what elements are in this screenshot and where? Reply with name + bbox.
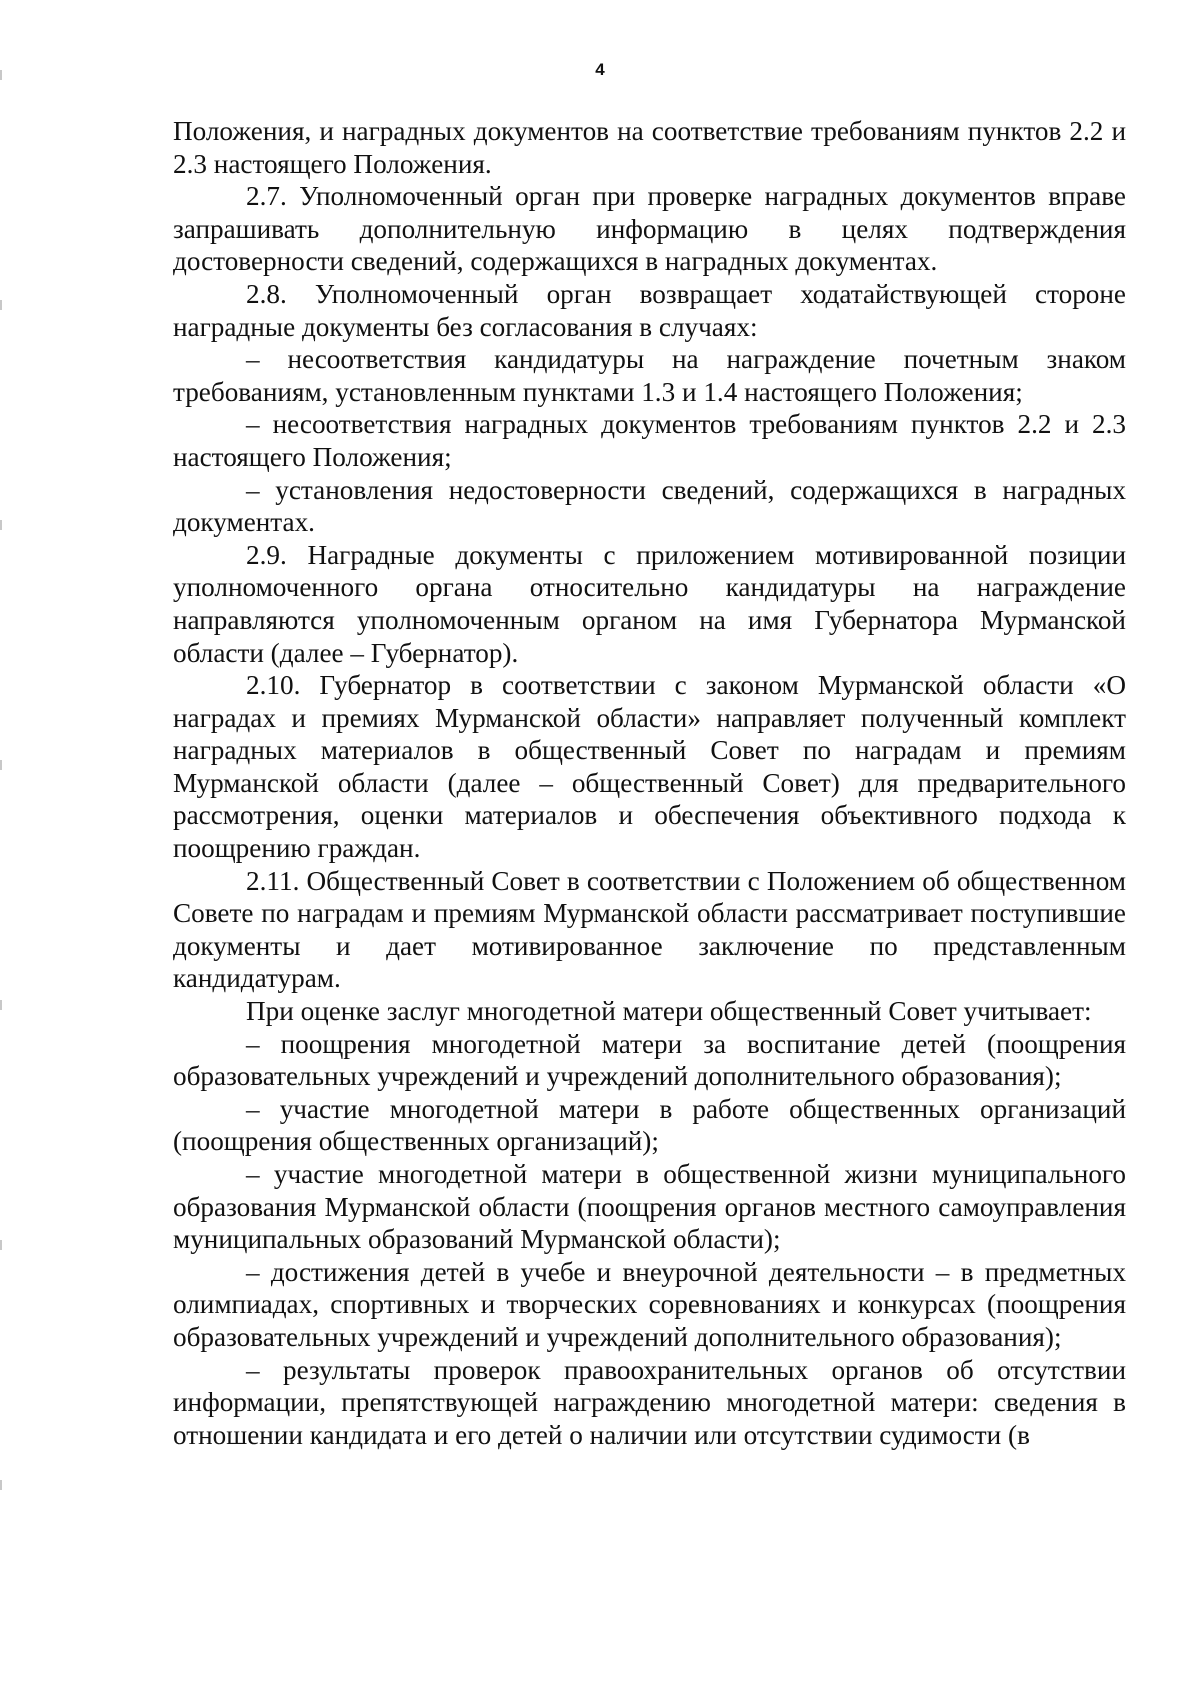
- list-item-upbringing-awards: – поощрения многодетной матери за воспитание детей (поощрения образовательных учреждений и учреждений дополнительного образования);: [173, 1028, 1126, 1092]
- paragraph-2-8: 2.8. Уполномоченный орган возвращает ходатайствующей стороне наградные документы без согласования в случаях:: [173, 278, 1126, 342]
- list-item-public-organizations: – участие многодетной матери в работе общественных организаций (поощрения общественных организаций);: [173, 1093, 1126, 1157]
- paragraph-2-11: 2.11. Общественный Совет в соответствии с Положением об общественном Совете по наградам и премиям Мурманской области рассматривает поступившие документы и дает мотивированное заключение по представленным кандидатурам.: [173, 865, 1126, 994]
- paragraph-2-9: 2.9. Наградные документы с приложением мотивированной позиции уполномоченного органа относительно кандидатуры на награждение направляются уполномоченным органом на имя Губернатора Мурманской области (далее – Губернатор).: [173, 539, 1126, 668]
- scan-edge-marks: [0, 0, 6, 1707]
- list-item-candidate-mismatch: – несоответствия кандидатуры на награждение почетным знаком требованиям, установленным пунктами 1.3 и 1.4 настоящего Положения;: [173, 344, 1126, 407]
- list-item-children-achievements: – достижения детей в учебе и внеурочной деятельности – в предметных олимпиадах, спортивных и творческих соревнованиях и конкурсах (поощрения образовательных учреждений и учреждений дополнительного образования);: [173, 1256, 1126, 1352]
- list-item-law-enforcement-checks: – результаты проверок правоохранительных органов об отсутствии информации, препятствующей награждению многодетной матери: сведения в отношении кандидата и его детей о наличии или отсутствии судимости (в: [173, 1354, 1126, 1450]
- list-item-false-information: – установления недостоверности сведений, содержащихся в наградных документах.: [173, 474, 1126, 538]
- paragraph-evaluation-criteria: При оценке заслуг многодетной матери общественный Совет учитывает:: [246, 996, 1092, 1027]
- document-body: [173, 115, 1126, 1451]
- paragraph-2-7: 2.7. Уполномоченный орган при проверке наградных документов вправе запрашивать дополнительную информацию в целях подтверждения достоверности сведений, содержащихся в наградных документах.: [173, 181, 1126, 277]
- list-item-municipal-life: – участие многодетной матери в общественной жизни муниципального образования Мурманской области (поощрения органов местного самоуправления муниципальных образований Мурманской области);: [173, 1159, 1126, 1255]
- paragraph-2-10: 2.10. Губернатор в соответствии с законом Мурманской области «О наградах и премиях Мурманской области» направляет полученный комплект наградных материалов в общественный Совет по наградам и премиям Мурманской области (далее – общественный Совет) для предварительного рассмотрения, оценки материалов и обеспечения объективного подхода к поощрению граждан.: [173, 670, 1126, 864]
- page-number: 4: [595, 60, 605, 79]
- paragraph-continuation: Положения, и наградных документов на соответствие требованиям пунктов 2.2 и 2.3 настоящего Положения.: [173, 116, 1126, 179]
- list-item-documents-mismatch: – несоответствия наградных документов требованиям пунктов 2.2 и 2.3 настоящего Положения;: [173, 409, 1126, 472]
